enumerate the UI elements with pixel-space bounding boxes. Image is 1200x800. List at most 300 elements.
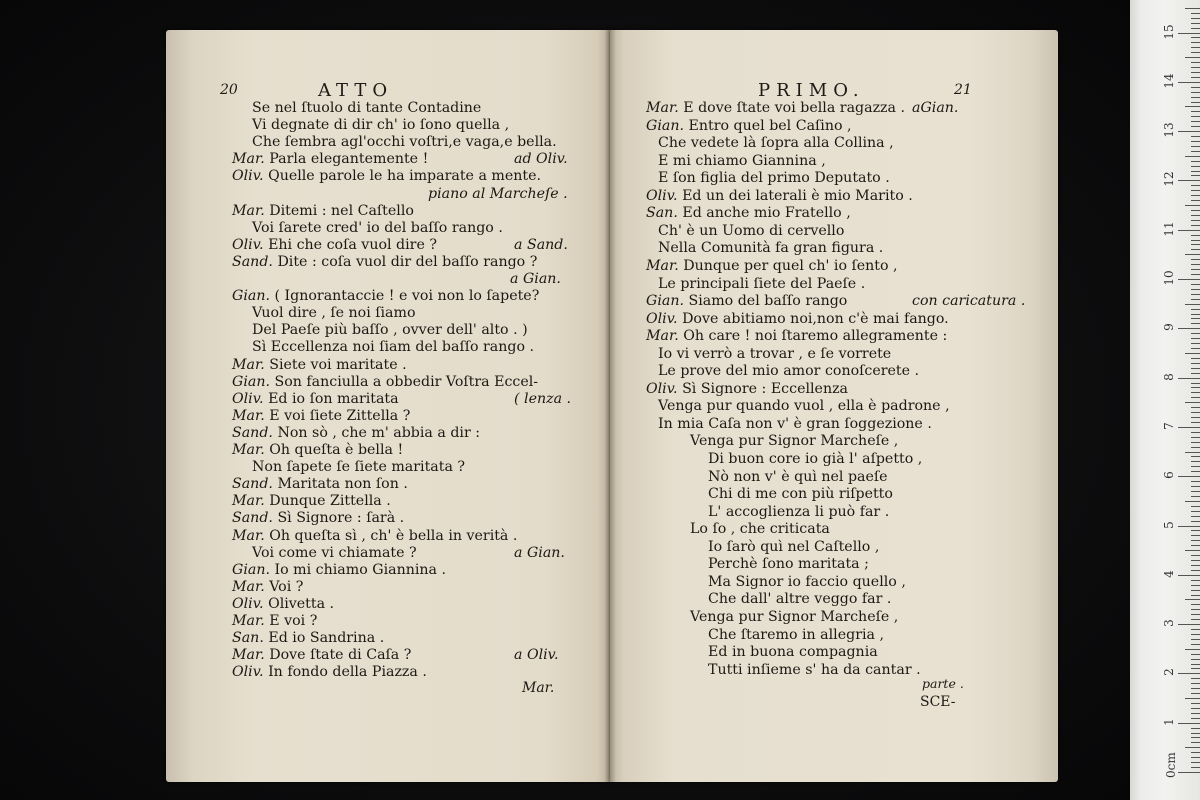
ruler-tick [1191,639,1200,640]
ruler-tick [1191,417,1200,418]
ruler-tick [1191,466,1200,467]
ruler-tick [1191,521,1200,522]
text-line [658,223,844,240]
ruler-tick [1191,289,1200,290]
ruler-tick [1191,225,1200,226]
line-text: Perchè ſono maritata ; [708,556,869,573]
speaker-name: Mar. [232,493,265,510]
stage-direction: ad Oliv. [514,151,568,168]
ruler-tick [1191,491,1200,492]
ruler-tick [1178,673,1200,674]
line-text: Ch' è un Uomo di cervello [658,222,845,239]
ruler-tick [1191,634,1200,635]
text-line [252,100,481,117]
ruler-tick [1191,496,1200,497]
speaker-name: Oliv. [646,187,678,204]
ruler-tick [1191,590,1200,591]
ruler-tick [1191,92,1200,93]
ruler-number: 1 [1162,717,1176,726]
ruler-tick [1191,368,1200,369]
ruler-tick [1178,772,1200,773]
speaker-name: Oliv. [646,380,678,397]
text-line [690,433,898,450]
text-line [252,305,416,322]
text-line [708,591,891,608]
line-text: Oh queſta è bella ! [269,442,404,458]
ruler-tick [1191,42,1200,43]
text-line [232,476,408,493]
ruler-tick [1178,230,1200,231]
speaker-name: Mar. [232,527,265,544]
ruler-number: 7 [1162,422,1176,430]
ruler-number: 3 [1162,619,1176,627]
line-text: Che ſembra agl'occhi voſtri,e vaga,e bella. [252,134,557,151]
ruler-tick [1191,668,1200,669]
ruler-tick [1191,249,1200,250]
ruler-tick [1191,343,1200,344]
line-text: Se nel ſtuolo di tante Contadine [252,100,482,116]
ruler-tick [1191,447,1200,448]
text-line [232,647,559,664]
ruler-tick [1191,121,1200,122]
ruler-tick [1185,452,1200,453]
book-gutter [604,30,616,782]
text-line [690,609,898,626]
line-text: Nò non v' è quì nel paeſe [708,468,888,485]
ruler-tick [1191,580,1200,581]
ruler-tick [1178,723,1200,724]
line-text: Chi di me con più riſpetto [708,486,893,503]
line-text: Siamo del baſſo rango [688,293,848,310]
ruler-tick [1191,348,1200,349]
speaker-name: Sand. [232,253,273,270]
ruler-tick [1185,649,1200,650]
ruler-tick [1191,200,1200,201]
stage-direction: a Gian. [510,271,561,287]
ruler-tick [1191,733,1200,734]
line-text: Oh care ! noi ſtaremo allegramente : [683,328,948,345]
ruler-tick [1191,259,1200,260]
ruler-number: 11 [1162,221,1176,237]
ruler-tick [1191,644,1200,645]
ruler-tick [1191,47,1200,48]
speaker-name: Oliv. [646,310,678,327]
ruler-tick [1178,131,1200,132]
ruler-tick [1191,102,1200,103]
ruler-tick [1191,762,1200,763]
ruler-tick [1191,77,1200,78]
ruler-tick [1191,659,1200,660]
line-text: Le prove del mio amor conoſcerete . [658,363,920,380]
line-text: Vuol dire , ſe noi ſiamo [252,305,416,322]
ruler-tick [1178,33,1200,34]
ruler-tick [1185,550,1200,551]
ruler-tick [1191,609,1200,610]
ruler-tick [1178,378,1200,379]
text-line [232,254,537,271]
ruler-tick [1191,111,1200,112]
ruler-tick [1191,244,1200,245]
line-text: Non ſapete ſe ſiete maritata ? [252,459,466,476]
text-line [708,539,879,556]
measuring-ruler [1130,0,1200,800]
text-line [658,276,865,293]
text-line [646,205,851,222]
speaker-name: Mar. [646,328,679,345]
right-catchword: SCE- [920,694,956,710]
ruler-tick [1191,52,1200,53]
ruler-tick [1191,565,1200,566]
line-text: Ed io Sandrina . [268,630,385,647]
ruler-tick [1191,412,1200,413]
text-line [646,118,852,135]
speaker-name: Gian. [646,293,684,310]
line-text: Ehi che coſa vuol dire ? [268,236,437,253]
left-page [166,30,610,782]
ruler-tick [1191,116,1200,117]
ruler-tick [1191,683,1200,684]
ruler-unit-label: 0cm [1164,752,1178,778]
text-line [690,521,830,538]
ruler-tick [1191,506,1200,507]
ruler-tick [1185,402,1200,403]
line-text: Lo ſo , che criticata [690,521,830,538]
text-line [646,293,1026,310]
speaker-name: Sand. [232,424,273,441]
right-page-number: 21 [954,82,972,98]
text-line [708,469,888,486]
ruler-tick [1191,87,1200,88]
ruler-tick [1185,747,1200,748]
ruler-tick [1191,141,1200,142]
ruler-tick [1191,383,1200,384]
text-line [658,416,932,433]
line-text: Sì Signore : ſarà . [277,510,405,527]
line-text: E mi chiamo Giannina , [658,152,826,169]
text-line [232,579,303,596]
ruler-number: 5 [1162,520,1176,529]
text-line [646,381,848,398]
ruler-tick [1191,555,1200,556]
text-line [252,134,557,151]
speaker-name: Mar. [232,442,265,458]
ruler-tick [1191,210,1200,211]
ruler-tick [1191,654,1200,655]
ruler-number: 13 [1162,122,1176,138]
ruler-tick [1191,693,1200,694]
ruler-tick [1185,304,1200,305]
text-line [232,357,407,374]
ruler-tick [1191,437,1200,438]
text-line [646,258,898,275]
line-text: Olivetta . [268,595,335,612]
ruler-tick [1191,757,1200,758]
text-line [658,363,919,380]
line-text: Ditemi : nel Caſtello [269,202,414,219]
line-text: Venga pur Signor Marcheſe , [690,433,899,450]
ruler-tick [1185,599,1200,600]
speaker-name: Mar. [232,151,265,168]
ruler-tick [1191,161,1200,162]
ruler-tick [1191,387,1200,388]
ruler-tick [1191,535,1200,536]
line-text: Tutti inſieme s' ha da cantar . [708,661,921,678]
ruler-tick [1191,240,1200,241]
ruler-tick [1191,486,1200,487]
text-line [708,627,884,644]
speaker-name: Mar. [232,356,265,373]
ruler-tick [1178,180,1200,181]
text-line [232,442,403,459]
ruler-number: 2 [1162,668,1176,677]
line-text: In fondo della Piazza . [268,664,427,681]
ruler-number: 6 [1162,471,1176,480]
ruler-tick [1191,269,1200,270]
speaker-name: Mar. [232,202,265,219]
text-line [232,425,480,442]
line-text: ( Ignorantaccie ! e voi non lo ſapete? [274,288,540,305]
text-line [708,574,906,591]
ruler-tick [1191,530,1200,531]
ruler-tick [1178,575,1200,576]
ruler-tick [1191,190,1200,191]
ruler-tick [1191,585,1200,586]
speaker-name: Oliv. [232,664,264,681]
ruler-tick [1191,614,1200,615]
ruler-tick [1191,62,1200,63]
speaker-name: Mar. [646,257,679,274]
ruler-tick [1191,18,1200,19]
text-line [658,153,826,170]
speaker-name: Gian. [232,288,270,305]
ruler-tick [1185,698,1200,699]
text-line [658,346,891,363]
speaker-name: San. [232,630,264,647]
line-text: Venga pur Signor Marcheſe , [690,608,899,625]
ruler-tick [1191,604,1200,605]
speaker-name: Oliv. [232,168,264,185]
ruler-tick [1191,363,1200,364]
speaker-name: Oliv. [232,390,264,407]
line-text: Voi ſarete cred' io del baſſo rango . [252,219,503,236]
line-text: Io ſarò quì nel Caſtello , [708,538,880,555]
speaker-name: Gian. [232,373,270,390]
line-text: E voi ſiete Zittella ? [269,407,411,424]
left-catchword: Mar. [522,680,555,696]
line-text: Voi come vi chiamate ? [252,544,417,561]
ruler-tick [1191,264,1200,265]
line-text: Ed anche mio Fratello , [682,205,851,222]
line-text: Dunque per quel ch' io ſento , [683,257,898,274]
line-text: Ed in buona compagnia [708,644,878,661]
text-line [232,510,404,527]
text-line [708,644,878,661]
ruler-number: 10 [1162,270,1176,286]
ruler-tick [1191,560,1200,561]
ruler-tick [1191,481,1200,482]
ruler-tick [1191,146,1200,147]
ruler-tick [1191,299,1200,300]
text-line [232,630,384,647]
text-line [658,135,894,152]
ruler-tick [1191,185,1200,186]
text-line [646,100,959,117]
line-text: Venga pur quando vuol , ella è padrone , [658,398,950,415]
ruler-tick [1191,13,1200,14]
line-text: Le principali ſiete del Paeſe . [658,275,866,292]
line-text: Siete voi maritate . [269,356,407,373]
left-page-number: 20 [220,82,238,98]
stage-direction: a Sand. [514,236,568,253]
ruler-tick [1191,136,1200,137]
line-text: Non sò , che m' abbia a dir : [277,424,481,441]
right-page [610,30,1058,782]
line-text: Ed un dei laterali è mio Marito . [682,187,913,204]
line-text: Ed io ſon maritata [268,390,399,407]
ruler-tick [1178,427,1200,428]
text-line [708,486,893,503]
ruler-tick [1191,619,1200,620]
speaker-name: Gian. [646,117,684,134]
stage-direction: aGian. [912,100,959,116]
ruler-tick [1191,442,1200,443]
ruler-tick [1191,678,1200,679]
ruler-tick [1191,737,1200,738]
ruler-tick [1191,742,1200,743]
text-line [658,170,890,187]
ruler-tick [1191,471,1200,472]
ruler-tick [1191,703,1200,704]
ruler-tick [1191,166,1200,167]
ruler-tick [1191,171,1200,172]
ruler-tick [1191,175,1200,176]
ruler-tick [1191,195,1200,196]
speaker-name: Mar. [232,647,265,664]
ruler-tick [1191,511,1200,512]
line-text: Vi degnate di dir ch' io ſono quella , [252,117,510,134]
line-text: In mia Caſa non v' è gran ſoggezione . [658,415,932,432]
line-text: Entro quel bel Caſino , [688,117,852,134]
ruler-tick [1191,728,1200,729]
ruler-tick [1191,338,1200,339]
speaker-name: Sand. [232,476,273,493]
text-line [252,220,503,237]
ruler-tick [1191,708,1200,709]
ruler-tick [1191,767,1200,768]
text-line [252,544,565,562]
text-line [708,451,922,468]
ruler-tick [1191,422,1200,423]
speaker-name: Mar. [646,100,679,116]
ruler-tick [1191,333,1200,334]
line-text: Dove ſtate di Caſa ? [269,647,412,664]
text-line [646,328,947,345]
ruler-tick [1191,516,1200,517]
stage-direction: ( lenza . [514,390,572,407]
speaker-name: Mar. [232,578,265,595]
line-text: Son fanciulla a obbedir Voſtra Eccel- [274,373,539,390]
ruler-tick [1178,328,1200,329]
ruler-tick [1191,274,1200,275]
line-text: Che dall' altre veggo far . [708,591,892,608]
line-text: Voi ? [269,578,304,595]
ruler-tick [1191,718,1200,719]
ruler-tick [1191,540,1200,541]
ruler-tick [1178,476,1200,477]
right-running-header: PRIMO. [758,80,865,101]
line-text: Quelle parole le ha imparate a mente. [268,168,542,185]
text-line [658,398,950,415]
ruler-tick [1191,664,1200,665]
text-line [232,596,334,613]
line-text: E ſon figlia del primo Deputato . [658,170,890,187]
line-text: L' accoglienza li può far . [708,503,890,520]
speaker-name: Mar. [232,407,265,424]
speaker-name: Sand. [232,510,273,527]
ruler-tick [1191,97,1200,98]
line-text: Nella Comunità fa gran figura . [658,240,884,257]
line-text: Parla elegantemente ! [269,151,429,168]
stage-direction: piano al Marcheſe . [428,185,568,202]
ruler-tick [1191,392,1200,393]
text-line [232,151,568,168]
speaker-name: Oliv. [232,595,264,612]
ruler-tick [1185,353,1200,354]
line-text: Oh queſta sì , ch' è bella in verità . [269,527,518,544]
ruler-number: 4 [1162,569,1176,578]
ruler-tick [1191,309,1200,310]
ruler-tick [1191,151,1200,152]
ruler-tick [1191,545,1200,546]
ruler-tick [1191,323,1200,324]
exit-stage-direction: parte . [922,676,964,691]
speaker-name: Gian. [232,561,270,578]
text-line [252,459,465,476]
text-line [646,311,949,328]
line-text: Che vedete là ſopra alla Collina , [658,135,894,152]
line-text: Dunque Zittella . [269,493,391,510]
ruler-tick [1191,358,1200,359]
ruler-tick [1185,156,1200,157]
ruler-tick [1191,28,1200,29]
ruler-tick [1191,215,1200,216]
line-text: Che ſtaremo in allegria , [708,626,884,643]
ruler-tick [1185,254,1200,255]
ruler-number: 12 [1162,171,1176,188]
line-text: E dove ſtate voi bella ragazza . [683,100,905,116]
ruler-tick [1191,432,1200,433]
ruler-tick [1191,294,1200,295]
ruler-tick [1191,570,1200,571]
line-text: Di buon core io già l' aſpetto , [708,451,923,467]
stage-direction: a Oliv. [514,647,559,664]
ruler-tick [1191,688,1200,689]
ruler-tick [1191,318,1200,319]
ruler-tick [1191,37,1200,38]
ruler-tick [1191,72,1200,73]
ruler-tick [1191,23,1200,24]
line-text: Maritata non ſon . [277,476,408,493]
ruler-number: 9 [1162,323,1176,332]
ruler-tick [1178,624,1200,625]
line-text: Io vi verrò a trovar , e ſe vorrete [658,345,892,362]
text-line [708,662,921,679]
ruler-tick [1191,595,1200,596]
text-line [232,390,572,408]
open-book [166,30,1058,782]
line-text: Dove abitiamo noi,non c'è mai fango. [682,310,949,327]
ruler-tick [1185,8,1200,9]
